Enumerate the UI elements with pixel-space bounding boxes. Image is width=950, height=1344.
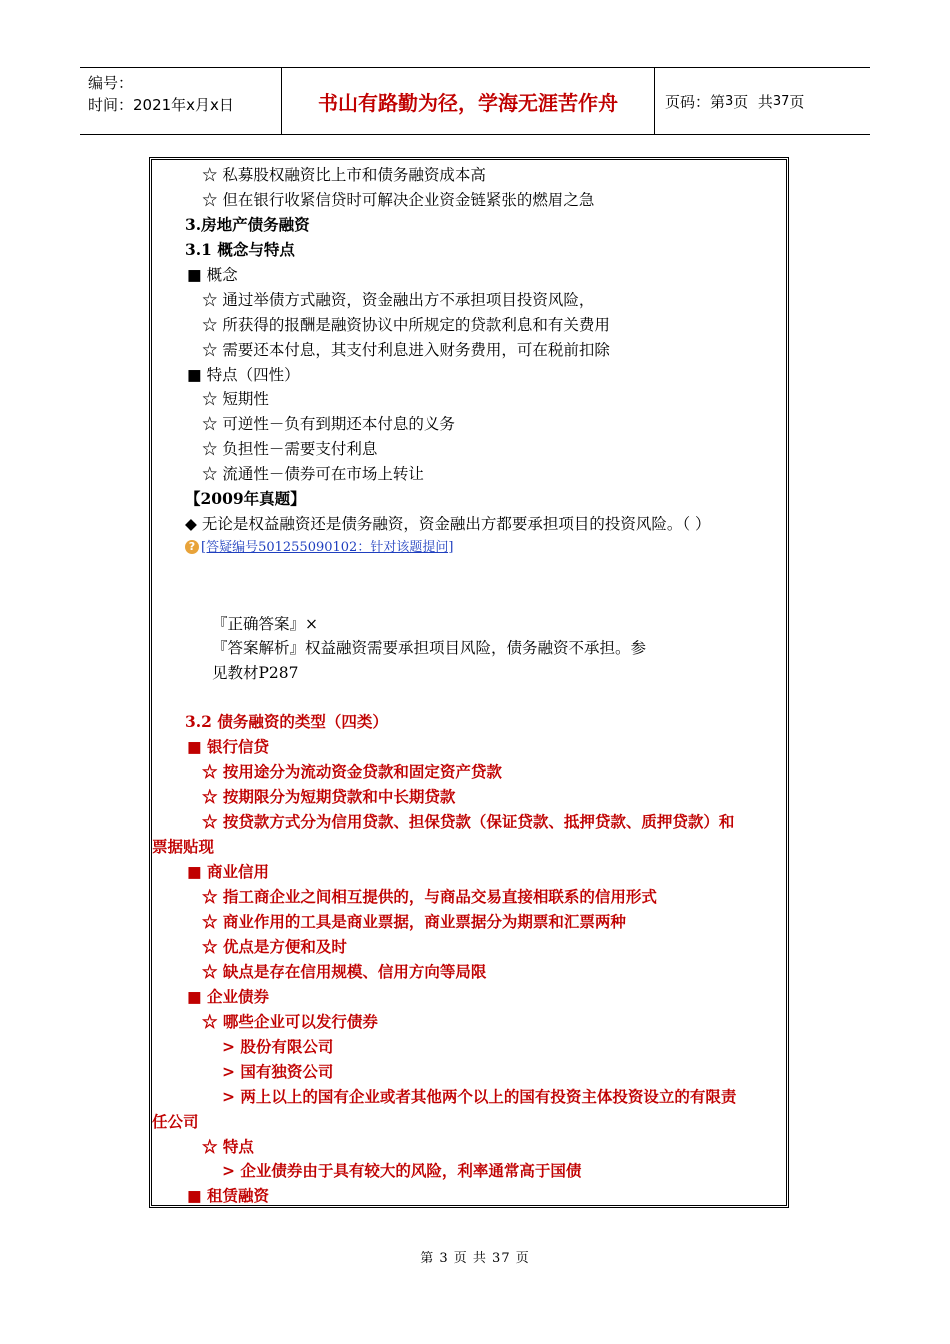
correct-answer: 『正确答案』×: [212, 615, 318, 633]
bullet-star: ☆ 可逆性－负有到期还本付息的义务: [202, 415, 455, 433]
bullet-star: ☆ 按贷款方式分为信用贷款、担保贷款（保证贷款、抵押贷款、质押贷款）和: [202, 812, 735, 831]
bullet-star: ☆ 指工商企业之间相互提供的，与商品交易直接相联系的信用形式: [202, 887, 657, 906]
time-label: 时间：2021年x月x日: [88, 96, 234, 114]
subsection-heading: 3.2 债务融资的类型（四类）: [185, 712, 388, 731]
bullet-star: ☆ 按期限分为短期贷款和中长期贷款: [202, 787, 456, 806]
page-mid: 页 共: [733, 92, 773, 111]
answer-explanation: 见教材P287: [212, 664, 299, 682]
bullet-square: ■ 概念: [187, 266, 238, 284]
subsection-heading: 3.1 概念与特点: [185, 240, 295, 259]
bullet-arrow: > 股份有限公司: [222, 1037, 334, 1056]
page-suffix: 页: [789, 92, 805, 111]
content-box: [149, 157, 789, 1208]
header-meta: [80, 68, 281, 134]
page-header: [80, 67, 870, 135]
bullet-arrow-cont: 任公司: [152, 1112, 199, 1131]
bullet-star: ☆ 商业作用的工具是商业票据，商业票据分为期票和汇票两种: [202, 912, 626, 931]
question-link-row: [185, 536, 453, 558]
bullet-star: ☆ 特点: [202, 1137, 254, 1156]
header-page-info: [655, 68, 870, 134]
page-total: 37: [772, 93, 790, 109]
bullet-square: ■ 租赁融资: [187, 1186, 270, 1205]
code-label: 编号：: [88, 74, 134, 92]
bullet-square: ■ 银行信贷: [187, 737, 270, 756]
bullet-arrow: > 国有独资公司: [222, 1062, 334, 1081]
bullet-star: ☆ 私募股权融资比上市和债务融资成本高: [202, 166, 486, 184]
help-icon: ?: [185, 540, 199, 554]
bullet-square: ■ 商业信用: [187, 862, 270, 881]
page-footer: 第 3 页 共 37 页: [420, 1251, 530, 1266]
exam-tag: 【2009年真题】: [185, 489, 306, 508]
page-prefix: 页码：第: [665, 92, 726, 111]
bullet-star: ☆ 但在银行收紧信贷时可解决企业资金链紧张的燃眉之急: [202, 191, 595, 209]
bullet-star: ☆ 缺点是存在信用规模、信用方向等局限: [202, 962, 487, 981]
bullet-star: ☆ 需要还本付息，其支付利息进入财务费用，可在税前扣除: [202, 341, 610, 359]
bullet-star: ☆ 负担性－需要支付利息: [202, 440, 378, 458]
section-heading: 3.房地产债务融资: [185, 215, 310, 234]
bullet-star: ☆ 通过举债方式融资，资金融出方不承担项目投资风险，: [202, 291, 595, 309]
bullet-square: ■ 企业债券: [187, 987, 270, 1006]
bullet-star: ☆ 流通性－债券可在市场上转让: [202, 465, 424, 483]
question-link[interactable]: [答疑编号501255090102：针对该题提问]: [201, 540, 454, 555]
bullet-arrow: > 企业债券由于具有较大的风险，利率通常高于国债: [222, 1161, 582, 1180]
bullet-star: ☆ 优点是方便和及时: [202, 937, 347, 956]
exam-question: ◆ 无论是权益融资还是债务融资，资金融出方都要承担项目的投资风险。（ ）: [185, 515, 711, 533]
bullet-square: ■ 特点（四性）: [187, 366, 300, 384]
bullet-star: ☆ 按用途分为流动资金贷款和固定资产贷款: [202, 762, 502, 781]
bullet-star: ☆ 哪些企业可以发行债券: [202, 1012, 378, 1031]
page-number: 3: [725, 93, 734, 109]
answer-explanation: 『答案解析』权益融资需要承担项目风险，债务融资不承担。参: [212, 639, 647, 657]
bullet-star: ☆ 短期性: [202, 390, 269, 408]
bullet-star: ☆ 所获得的报酬是融资协议中所规定的贷款利息和有关费用: [202, 316, 610, 334]
bullet-arrow: > 两上以上的国有企业或者其他两个以上的国有投资主体投资设立的有限责: [222, 1087, 737, 1106]
bullet-star-cont: 票据贴现: [152, 837, 215, 856]
header-motto: 书山有路勤为径，学海无涯苦作舟: [281, 68, 655, 134]
